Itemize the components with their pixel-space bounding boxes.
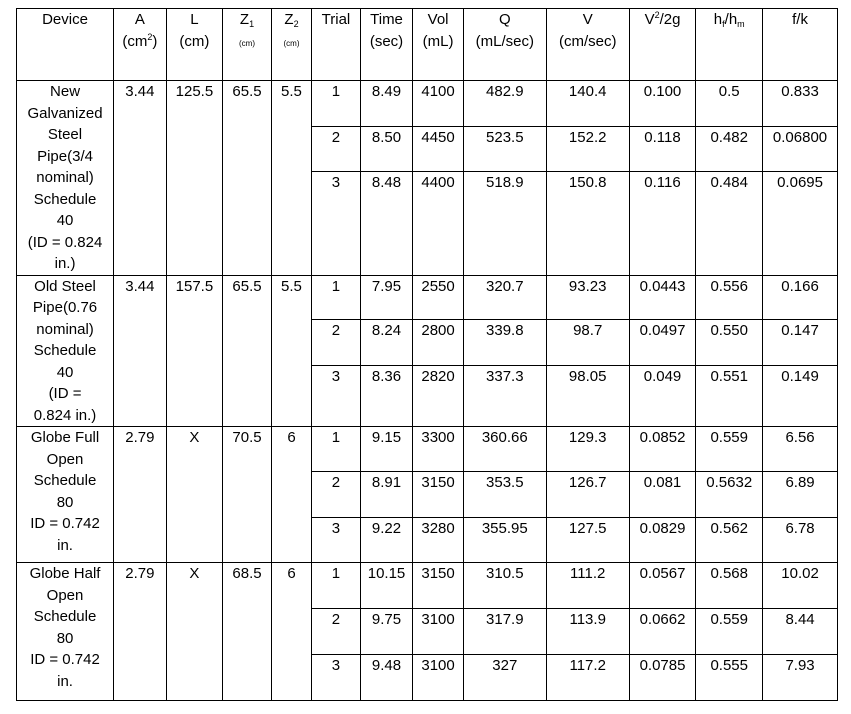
header-volume: Vol (mL) <box>413 9 464 81</box>
header-z2: $Z_2$ (cm) <box>271 9 311 81</box>
z2-cell: 5.5 <box>271 275 311 427</box>
device-name-line: in. <box>57 536 73 554</box>
device-name-cell <box>17 275 114 427</box>
header-area: A $(cm^2)$ <box>114 9 167 81</box>
velocity-cell: 117.2 <box>546 655 629 701</box>
flow-rate-cell: 353.5 <box>463 472 546 518</box>
length-cell: 157.5 <box>166 275 223 427</box>
device-name-line: New <box>50 83 81 100</box>
time-cell: 8.36 <box>360 365 413 426</box>
friction-factor-cell: 0.0695 <box>763 172 838 275</box>
device-name-line: Pipe(3/4 <box>37 147 93 165</box>
trial-cell: 1 <box>312 427 361 472</box>
header-velocity-head: $V^2/2g$ <box>629 9 696 81</box>
trial-cell: 3 <box>312 518 361 563</box>
trial-cell: 2 <box>312 319 361 365</box>
volume-cell: 3150 <box>413 472 464 518</box>
device-name-line: (ID = 0.824 <box>27 233 103 251</box>
header-length: L (cm) <box>166 9 223 81</box>
z2-cell: 6 <box>271 427 311 563</box>
device-name-line: 40 <box>56 212 74 229</box>
device-name-line: 0.824 in.) <box>33 406 97 424</box>
head-ratio-cell: 0.562 <box>696 518 763 563</box>
device-name-cell <box>17 427 114 563</box>
trial-cell: 1 <box>312 563 361 609</box>
velocity-cell: 129.3 <box>546 427 629 472</box>
device-name-line: Open <box>46 450 84 468</box>
device-name-line: Schedule <box>33 608 97 625</box>
device-name-line: ID = 0.742 <box>30 515 100 532</box>
header-time: Time (sec) <box>360 9 413 81</box>
device-name-line: Open <box>46 586 84 604</box>
volume-cell: 3150 <box>413 563 464 609</box>
z1-cell: 70.5 <box>223 427 272 563</box>
velocity-cell: 93.23 <box>546 275 629 319</box>
flow-rate-cell: 320.7 <box>463 275 546 319</box>
header-row <box>17 9 838 81</box>
z2-cell: 6 <box>271 563 311 701</box>
device-name-line: in.) <box>54 255 76 272</box>
table-row <box>17 81 838 127</box>
velocity-head-cell: 0.0829 <box>629 518 696 563</box>
time-cell: 9.75 <box>360 609 413 655</box>
head-ratio-cell: 0.555 <box>696 655 763 701</box>
length-cell: X <box>166 563 223 701</box>
flow-rate-cell: 360.66 <box>463 427 546 472</box>
flow-rate-cell: 518.9 <box>463 172 546 275</box>
flow-rate-cell: 327 <box>463 655 546 701</box>
z1-cell: 65.5 <box>223 81 272 276</box>
header-device: Device <box>17 9 114 81</box>
velocity-cell: 126.7 <box>546 472 629 518</box>
flow-rate-cell: 337.3 <box>463 365 546 426</box>
friction-factor-cell: 6.78 <box>763 518 838 563</box>
device-name-line: (ID = <box>48 385 82 402</box>
friction-factor-cell: 0.166 <box>763 275 838 319</box>
device-name-line: Old Steel <box>34 277 96 295</box>
area-cell: 3.44 <box>114 275 167 427</box>
device-name-line: Globe Half <box>29 565 101 582</box>
header-flow-rate: Q (mL/sec) <box>463 9 546 81</box>
velocity-cell: 111.2 <box>546 563 629 609</box>
device-name-line: Globe Full <box>30 429 100 446</box>
friction-factor-cell: 0.06800 <box>763 127 838 172</box>
area-cell: 2.79 <box>114 563 167 701</box>
device-name-line: Steel <box>47 126 83 143</box>
velocity-head-cell: 0.100 <box>629 81 696 127</box>
time-cell: 8.91 <box>360 472 413 518</box>
velocity-head-cell: 0.0443 <box>629 275 696 319</box>
flow-rate-cell: 317.9 <box>463 609 546 655</box>
head-ratio-cell: 0.5 <box>696 81 763 127</box>
time-cell: 7.95 <box>360 275 413 319</box>
head-ratio-cell: 0.482 <box>696 127 763 172</box>
z2-cell: 5.5 <box>271 81 311 276</box>
volume-cell: 3100 <box>413 655 464 701</box>
trial-cell: 3 <box>312 172 361 275</box>
table-row <box>17 427 838 472</box>
device-name-line: Schedule <box>33 190 97 208</box>
flow-rate-cell: 339.8 <box>463 319 546 365</box>
head-ratio-cell: 0.559 <box>696 609 763 655</box>
pipe-flow-data-table <box>16 8 838 701</box>
device-name-line: 80 <box>56 629 74 647</box>
device-name-line: Galvanized <box>27 104 103 122</box>
trial-cell: 2 <box>312 472 361 518</box>
velocity-head-cell: 0.0852 <box>629 427 696 472</box>
trial-cell: 3 <box>312 365 361 426</box>
volume-cell: 2550 <box>413 275 464 319</box>
table-row <box>17 275 838 319</box>
flow-rate-cell: 355.95 <box>463 518 546 563</box>
volume-cell: 4400 <box>413 172 464 275</box>
trial-cell: 1 <box>312 275 361 319</box>
friction-factor-cell: 6.89 <box>763 472 838 518</box>
time-cell: 8.24 <box>360 319 413 365</box>
z1-cell: 68.5 <box>223 563 272 701</box>
velocity-cell: 98.05 <box>546 365 629 426</box>
time-cell: 9.15 <box>360 427 413 472</box>
time-cell: 8.50 <box>360 127 413 172</box>
velocity-cell: 140.4 <box>546 81 629 127</box>
flow-rate-cell: 310.5 <box>463 563 546 609</box>
area-cell: 3.44 <box>114 81 167 276</box>
volume-cell: 3300 <box>413 427 464 472</box>
device-name-cell <box>17 81 114 276</box>
head-ratio-cell: 0.556 <box>696 275 763 319</box>
length-cell: X <box>166 427 223 563</box>
device-name-cell <box>17 563 114 701</box>
time-cell: 9.22 <box>360 518 413 563</box>
velocity-head-cell: 0.0785 <box>629 655 696 701</box>
device-name-line: in. <box>57 672 73 690</box>
trial-cell: 2 <box>312 127 361 172</box>
trial-cell: 2 <box>312 609 361 655</box>
volume-cell: 2800 <box>413 319 464 365</box>
device-name-line: 80 <box>56 493 74 511</box>
velocity-head-cell: 0.0662 <box>629 609 696 655</box>
velocity-head-cell: 0.0567 <box>629 563 696 609</box>
volume-cell: 2820 <box>413 365 464 426</box>
velocity-cell: 98.7 <box>546 319 629 365</box>
header-trial: Trial <box>312 9 361 81</box>
velocity-head-cell: 0.118 <box>629 127 696 172</box>
volume-cell: 3100 <box>413 609 464 655</box>
header-friction-factor: f/k <box>763 9 838 81</box>
header-velocity: V (cm/sec) <box>546 9 629 81</box>
velocity-head-cell: 0.116 <box>629 172 696 275</box>
device-name-line: Pipe(0.76 <box>32 299 98 316</box>
time-cell: 9.48 <box>360 655 413 701</box>
time-cell: 8.48 <box>360 172 413 275</box>
velocity-cell: 152.2 <box>546 127 629 172</box>
time-cell: 8.49 <box>360 81 413 127</box>
flow-rate-cell: 523.5 <box>463 127 546 172</box>
time-cell: 10.15 <box>360 563 413 609</box>
head-ratio-cell: 0.484 <box>696 172 763 275</box>
friction-factor-cell: 10.02 <box>763 563 838 609</box>
length-cell: 125.5 <box>166 81 223 276</box>
header-head-ratio: $h_f/h_m$ <box>696 9 763 81</box>
friction-factor-cell: 8.44 <box>763 609 838 655</box>
friction-factor-cell: 6.56 <box>763 427 838 472</box>
velocity-cell: 150.8 <box>546 172 629 275</box>
velocity-cell: 127.5 <box>546 518 629 563</box>
area-cell: 2.79 <box>114 427 167 563</box>
head-ratio-cell: 0.551 <box>696 365 763 426</box>
head-ratio-cell: 0.550 <box>696 319 763 365</box>
head-ratio-cell: 0.559 <box>696 427 763 472</box>
volume-cell: 3280 <box>413 518 464 563</box>
volume-cell: 4100 <box>413 81 464 127</box>
friction-factor-cell: 0.149 <box>763 365 838 426</box>
z1-cell: 65.5 <box>223 275 272 427</box>
device-name-line: nominal) <box>36 320 94 338</box>
friction-factor-cell: 7.93 <box>763 655 838 701</box>
velocity-head-cell: 0.081 <box>629 472 696 518</box>
device-name-line: 40 <box>56 363 74 381</box>
volume-cell: 4450 <box>413 127 464 172</box>
device-name-line: Schedule <box>33 472 97 489</box>
velocity-head-cell: 0.0497 <box>629 319 696 365</box>
friction-factor-cell: 0.833 <box>763 81 838 127</box>
head-ratio-cell: 0.5632 <box>696 472 763 518</box>
header-z1: $Z_1$ (cm) <box>223 9 272 81</box>
velocity-head-cell: 0.049 <box>629 365 696 426</box>
friction-factor-cell: 0.147 <box>763 319 838 365</box>
trial-cell: 1 <box>312 81 361 127</box>
trial-cell: 3 <box>312 655 361 701</box>
flow-rate-cell: 482.9 <box>463 81 546 127</box>
device-name-line: ID = 0.742 <box>30 651 100 668</box>
device-name-line: Schedule <box>33 342 97 359</box>
table-row <box>17 563 838 609</box>
head-ratio-cell: 0.568 <box>696 563 763 609</box>
device-name-line: nominal) <box>36 169 94 186</box>
velocity-cell: 113.9 <box>546 609 629 655</box>
